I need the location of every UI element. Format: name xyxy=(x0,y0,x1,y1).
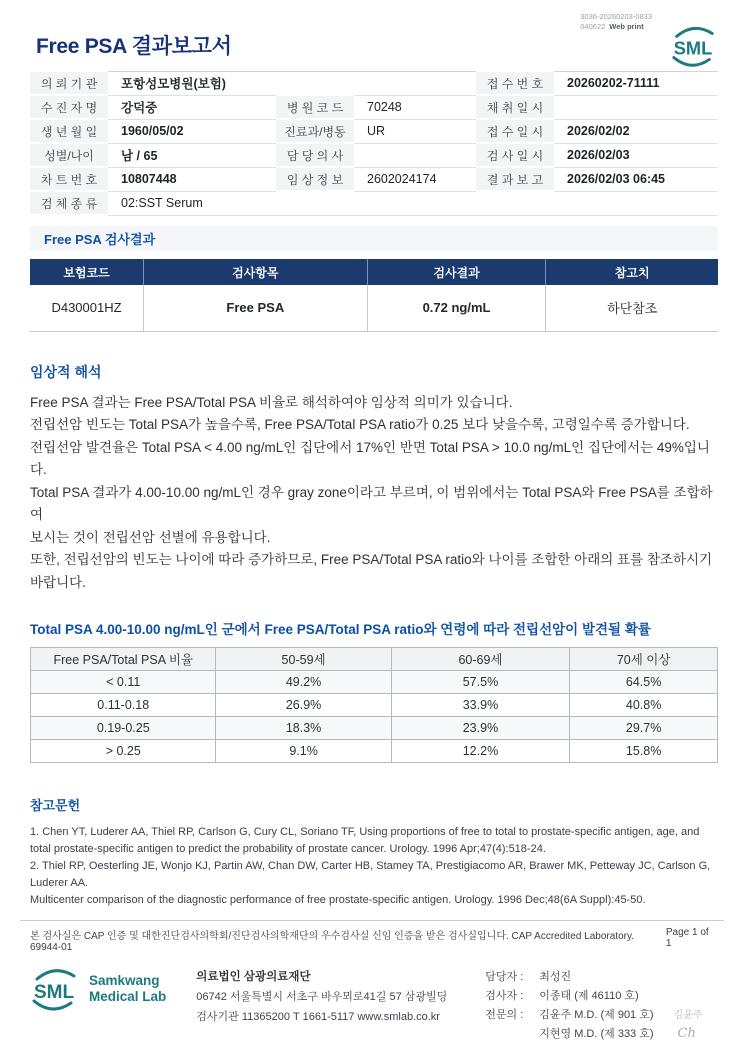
sml-logo-icon xyxy=(28,966,80,1017)
field-label: 의 뢰 기 관 xyxy=(30,71,108,95)
interpretation-line: 전립선암 빈도는 Total PSA가 높을수록, Free PSA/Total PSA ratio가 0.25 보다 낮을수록, 고령일수록 증가합니다. xyxy=(30,417,690,432)
references-title: 참고문헌 xyxy=(30,798,81,813)
field-label: 검 사 일 시 xyxy=(476,143,554,167)
interpretation-line: Free PSA 결과는 Free PSA/Total PSA 비율로 해석하여야 임상적 의미가 있습니다. xyxy=(30,394,513,410)
result-table xyxy=(30,259,718,332)
accreditation-row xyxy=(20,920,724,953)
field-value-clinical-info: 2602024174 xyxy=(367,172,437,186)
value-cell: 29.7% xyxy=(570,717,718,740)
table-row xyxy=(31,717,718,740)
reference-line: 1. Chen YT, Luderer AA, Thiel RP, Carlson G, Cury CL, Soriano TF, Using proportions of free to total to prostate-specific antigen, age, and xyxy=(30,826,700,838)
field-value-report-datetime: 2026/02/03 06:45 xyxy=(567,172,666,186)
field-value-received-date: 2026/02/02 xyxy=(567,124,630,138)
print-code: 040622 xyxy=(580,22,606,31)
value-cell: 12.2% xyxy=(391,740,570,763)
organization-name: 의료법인 삼광의료재단 xyxy=(196,971,311,983)
reference-line: 2. Thiel RP, Oesterling JE, Wonjo KJ, Partin AW, Chan DW, Carter HB, Stamey TA, Prestigiacomo AR, Brawer MK, Petteway JC, Carlson G, Luderer AA. xyxy=(30,860,711,889)
probability-header-row xyxy=(31,648,718,671)
column-header-reference: 참고치 xyxy=(546,259,718,285)
print-mode: Web print xyxy=(609,22,644,31)
interpretation-section xyxy=(30,362,718,595)
cap-accreditation-text: 본 검사실은 CAP 인증 및 대한진단검사의학회/진단검사의학재단의 우수검사실 신임 인증을 받은 검사실입니다. CAP Accredited Laboratory. 69944-01 xyxy=(30,931,635,953)
result-test-item: Free PSA xyxy=(144,285,368,331)
result-test-value: 0.72 ng/mL xyxy=(367,285,546,331)
footer-main xyxy=(20,966,724,1044)
field-value-requesting-org: 포항성모병원(보험) xyxy=(121,76,226,91)
column-header-ratio: Free PSA/Total PSA 비율 xyxy=(31,648,216,671)
staff-value: 최성진 xyxy=(539,971,572,983)
lab-name xyxy=(89,973,166,1005)
svg-text:SML: SML xyxy=(33,982,75,1003)
table-row xyxy=(30,143,718,167)
field-label: 결 과 보 고 xyxy=(476,167,554,191)
staff-row-specialist-2 xyxy=(485,1025,702,1041)
column-header-insurance-code: 보험코드 xyxy=(30,259,144,285)
result-section-header xyxy=(30,226,718,251)
patient-info-table xyxy=(30,70,718,216)
staff-value: 이종태 (제 46110 호) xyxy=(539,990,639,1002)
signature: 김윤주 xyxy=(673,1010,703,1021)
field-value-sex-age: 남 / 65 xyxy=(121,149,158,163)
value-cell: 64.5% xyxy=(570,671,718,694)
organization-info xyxy=(196,968,447,1044)
staff-info xyxy=(485,968,702,1044)
table-row xyxy=(30,167,718,191)
value-cell: 15.8% xyxy=(570,740,718,763)
field-label: 생 년 월 일 xyxy=(30,119,108,143)
field-value-department: UR xyxy=(367,124,386,138)
print-number: 3036-20260203-0833 xyxy=(580,12,652,21)
table-row xyxy=(30,119,718,143)
interpretation-line: 또한, 전립선암의 빈도는 나이에 따라 증가하므로, Free PSA/Total PSA ratio와 나이를 조합한 아래의 표를 참조하시기 바랍니다. xyxy=(30,552,713,590)
probability-section xyxy=(30,618,718,763)
probability-table xyxy=(30,647,718,763)
column-header-age-70plus: 70세 이상 xyxy=(570,648,718,671)
report-footer xyxy=(20,920,724,1044)
svg-text:SML: SML xyxy=(673,37,713,59)
staff-label: 검사자 : xyxy=(485,990,524,1002)
interpretation-line: 보시는 것이 전립선암 선별에 유용합니다. xyxy=(30,529,271,545)
organization-contact: 검사기관 11365200 T 1661-5117 www.smlab.co.kr xyxy=(196,1011,440,1023)
field-label: 채 취 일 시 xyxy=(476,95,554,119)
table-row xyxy=(31,740,718,763)
ratio-cell: 0.19-0.25 xyxy=(31,717,216,740)
print-code-line xyxy=(580,22,652,32)
value-cell: 26.9% xyxy=(216,694,391,717)
column-header-test-result: 검사결과 xyxy=(367,259,546,285)
staff-value: 김윤주 M.D. (제 901 호) xyxy=(539,1009,654,1021)
table-row xyxy=(30,95,718,119)
page-number: Page 1 of 1 xyxy=(665,927,709,949)
field-value-hospital-code: 70248 xyxy=(367,100,402,114)
field-label: 검 체 종 류 xyxy=(30,191,108,215)
reference-line: total prostate-specific antigen to predict the probability of prostate cancer. Urology. 1996 Apr;47(4):518-24. xyxy=(30,843,546,855)
report-header xyxy=(30,0,718,70)
interpretation-text xyxy=(30,392,718,595)
field-value-test-date: 2026/02/03 xyxy=(567,148,630,162)
table-row xyxy=(31,671,718,694)
value-cell: 49.2% xyxy=(216,671,391,694)
result-table-data-row xyxy=(30,285,718,331)
value-cell: 9.1% xyxy=(216,740,391,763)
field-value-birthdate: 1960/05/02 xyxy=(121,124,184,138)
field-value-collect-datetime xyxy=(554,95,718,119)
print-info xyxy=(580,12,652,32)
ratio-cell: > 0.25 xyxy=(31,740,216,763)
interpretation-title: 임상적 해석 xyxy=(30,363,102,380)
lab-name-line2: Medical Lab xyxy=(89,989,167,1004)
result-table-header-row xyxy=(30,259,718,285)
value-cell: 18.3% xyxy=(216,717,391,740)
staff-label: 전문의 : xyxy=(485,1009,524,1021)
table-row xyxy=(30,191,718,215)
table-row xyxy=(31,694,718,717)
staff-value: 지현영 M.D. (제 333 호) xyxy=(539,1028,654,1040)
ratio-cell: 0.11-0.18 xyxy=(31,694,216,717)
staff-label: 담당자 : xyxy=(485,971,524,983)
column-header-age-60-69: 60-69세 xyxy=(391,648,570,671)
result-insurance-code: D430001HZ xyxy=(30,285,144,331)
value-cell: 33.9% xyxy=(391,694,570,717)
interpretation-line: Total PSA 결과가 4.00-10.00 ng/mL인 경우 gray zone이라고 부르며, 이 범위에서는 Total PSA와 Free PSA를 조합하여 xyxy=(30,484,713,522)
field-value-accession-no: 20260202-71111 xyxy=(567,76,660,90)
value-cell: 23.9% xyxy=(391,717,570,740)
page-title: Free PSA 결과보고서 xyxy=(36,35,232,58)
staff-row-tester xyxy=(485,987,702,1003)
field-label: 성별/나이 xyxy=(30,143,108,167)
value-cell: 40.8% xyxy=(570,694,718,717)
field-label: 진료과/병동 xyxy=(276,119,354,143)
signature: Ch xyxy=(677,1026,696,1041)
interpretation-line: 전립선암 발견율은 Total PSA < 4.00 ng/mL인 집단에서 17%인 반면 Total PSA > 10.0 ng/mL인 집단에서는 49%입니다. xyxy=(30,439,710,477)
organization-address: 06742 서울특별시 서초구 바우뫼로41길 57 삼광빌딩 xyxy=(196,991,448,1003)
table-row xyxy=(30,71,718,95)
field-label: 접 수 번 호 xyxy=(476,71,554,95)
field-value-patient-name: 강덕중 xyxy=(121,101,158,115)
field-label: 수 진 자 명 xyxy=(30,95,108,119)
references-text xyxy=(30,824,718,909)
result-reference: 하단참조 xyxy=(546,285,718,331)
sml-logo-icon xyxy=(668,24,718,73)
probability-table-title: Total PSA 4.00-10.00 ng/mL인 군에서 Free PSA/Total PSA ratio와 연령에 따라 전립선암이 발견될 확률 xyxy=(30,622,651,637)
ratio-cell: < 0.11 xyxy=(31,671,216,694)
references-section xyxy=(30,795,718,909)
field-label: 임 상 정 보 xyxy=(276,167,354,191)
lab-name-line1: Samkwang xyxy=(89,973,160,988)
field-label: 접 수 일 시 xyxy=(476,119,554,143)
field-label: 차 트 번 호 xyxy=(30,167,108,191)
column-header-age-50-59: 50-59세 xyxy=(216,648,391,671)
column-header-test-item: 검사항목 xyxy=(144,259,368,285)
footer-logo xyxy=(28,966,166,1044)
staff-row-manager xyxy=(485,968,702,984)
result-section-title: Free PSA 검사결과 xyxy=(44,232,156,247)
field-label: 담 당 의 사 xyxy=(276,143,354,167)
value-cell: 57.5% xyxy=(391,671,570,694)
field-value-chart-no: 10807448 xyxy=(121,172,177,186)
reference-line: Multicenter comparison of the diagnostic performance of free prostate-specific antigen. Urology. 1996 Dec;48(6A Suppl):45-50. xyxy=(30,894,646,906)
field-value-specimen-type: 02:SST Serum xyxy=(121,196,203,211)
staff-row-specialist-1 xyxy=(485,1006,702,1022)
field-label: 병 원 코 드 xyxy=(276,95,354,119)
field-value-doctor xyxy=(354,143,476,167)
